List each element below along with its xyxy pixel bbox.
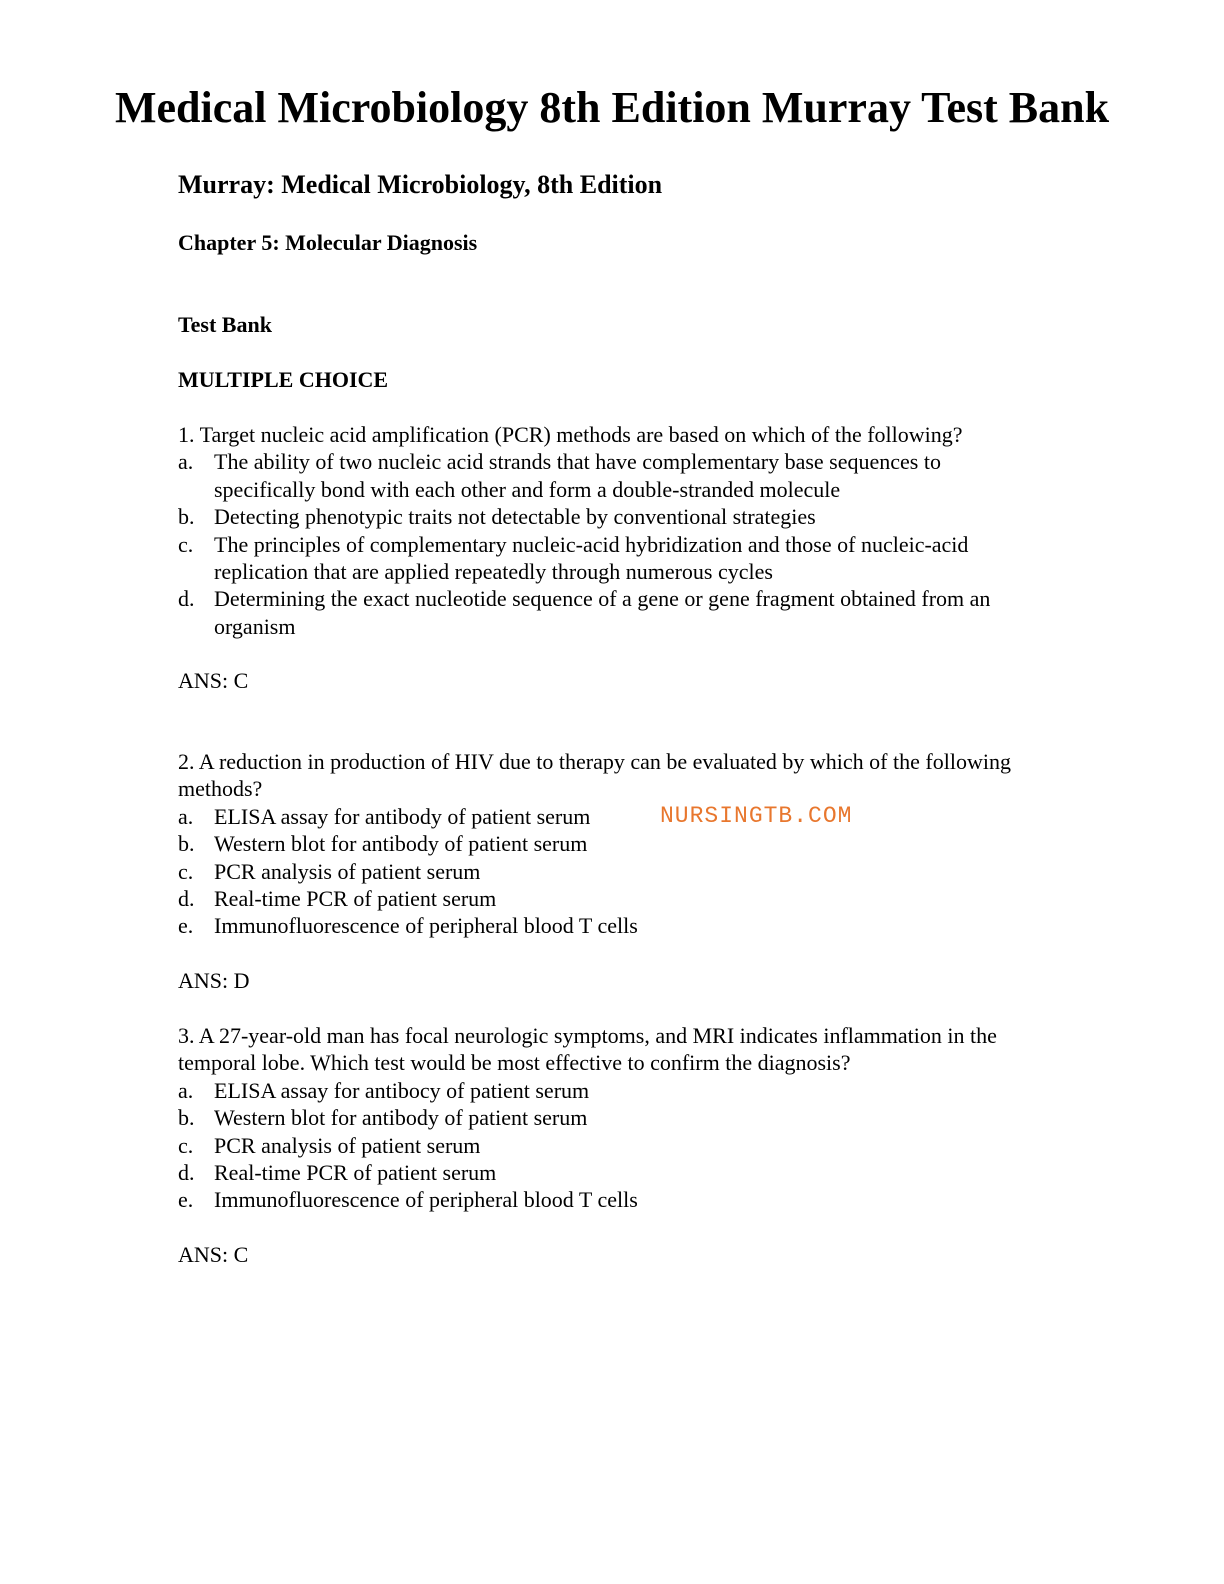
question-3 [178, 1022, 1018, 1268]
answer-option [178, 503, 1018, 530]
answer-option [178, 585, 1018, 640]
answer-option [178, 1077, 1018, 1104]
answer-option [178, 1159, 1018, 1186]
answer-key: ANS: C [178, 1241, 249, 1267]
option-text: Detecting phenotypic traits not detectable by conventional strategies [214, 504, 816, 530]
option-letter: c. [178, 1132, 194, 1158]
option-letter: e. [178, 1187, 194, 1213]
option-text: Immunofluorescence of peripheral blood T cells [214, 913, 638, 939]
answer-option [178, 912, 1018, 939]
question-1 [178, 421, 1018, 695]
option-text: The ability of two nucleic acid strands that have complementary base sequences to specifically bond with each other and form a double-stranded molecule [214, 449, 941, 502]
chapter-heading: Chapter 5: Molecular Diagnosis [178, 230, 478, 255]
answer-option [178, 1132, 1018, 1159]
option-text: ELISA assay for antibody of patient serum [214, 803, 591, 829]
option-letter: c. [178, 531, 194, 557]
section-heading: Test Bank [178, 312, 272, 337]
option-letter: b. [178, 831, 195, 857]
option-letter: e. [178, 913, 194, 939]
option-letter: b. [178, 1105, 195, 1131]
option-letter: a. [178, 449, 194, 475]
option-text: Immunofluorescence of peripheral blood T cells [214, 1187, 638, 1213]
answer-option [178, 1186, 1018, 1213]
option-text: PCR analysis of patient serum [214, 858, 481, 884]
book-title: Murray: Medical Microbiology, 8th Edition [178, 170, 663, 199]
option-letter: a. [178, 1077, 194, 1103]
option-text: PCR analysis of patient serum [214, 1132, 481, 1158]
answer-option [178, 531, 1018, 586]
option-text: Determining the exact nucleotide sequence of a gene or gene fragment obtained from an organism [214, 586, 991, 639]
answer-option [178, 803, 1018, 830]
option-letter: d. [178, 586, 195, 612]
option-text: Western blot for antibody of patient serum [214, 831, 588, 857]
question-2 [178, 748, 1018, 994]
question-stem: 1. Target nucleic acid amplification (PCR) methods are based on which of the following? [178, 422, 963, 447]
answer-option [178, 1104, 1018, 1131]
option-text: Real-time PCR of patient serum [214, 886, 497, 912]
option-letter: c. [178, 858, 194, 884]
option-text: ELISA assay for antibocy of patient serum [214, 1077, 590, 1103]
option-text: Western blot for antibody of patient serum [214, 1105, 588, 1131]
answer-option [178, 858, 1018, 885]
answer-option [178, 448, 1018, 503]
watermark: NURSINGTB.COM [660, 803, 853, 829]
answer-key: ANS: C [178, 668, 249, 694]
question-type-heading: MULTIPLE CHOICE [178, 367, 389, 392]
answer-option [178, 885, 1018, 912]
document-title: Medical Microbiology 8th Edition Murray Test Bank [114, 83, 1110, 132]
option-letter: d. [178, 886, 195, 912]
option-letter: b. [178, 504, 195, 530]
answer-option [178, 830, 1018, 857]
answer-key: ANS: D [178, 967, 250, 993]
option-text: Real-time PCR of patient serum [214, 1160, 497, 1186]
option-letter: a. [178, 803, 194, 829]
option-text: The principles of complementary nucleic-acid hybridization and those of nucleic-acid replication that are applied repeatedly through numerous cycles [214, 531, 969, 585]
question-stem: 2. A reduction in production of HIV due to therapy can be evaluated by which of the following methods? [178, 749, 1011, 802]
option-letter: d. [178, 1160, 195, 1186]
question-stem: 3. A 27-year-old man has focal neurologic symptoms, and MRI indicates inflammation in the temporal lobe. Which test would be most effective to confirm the diagnosis? [178, 1023, 997, 1076]
